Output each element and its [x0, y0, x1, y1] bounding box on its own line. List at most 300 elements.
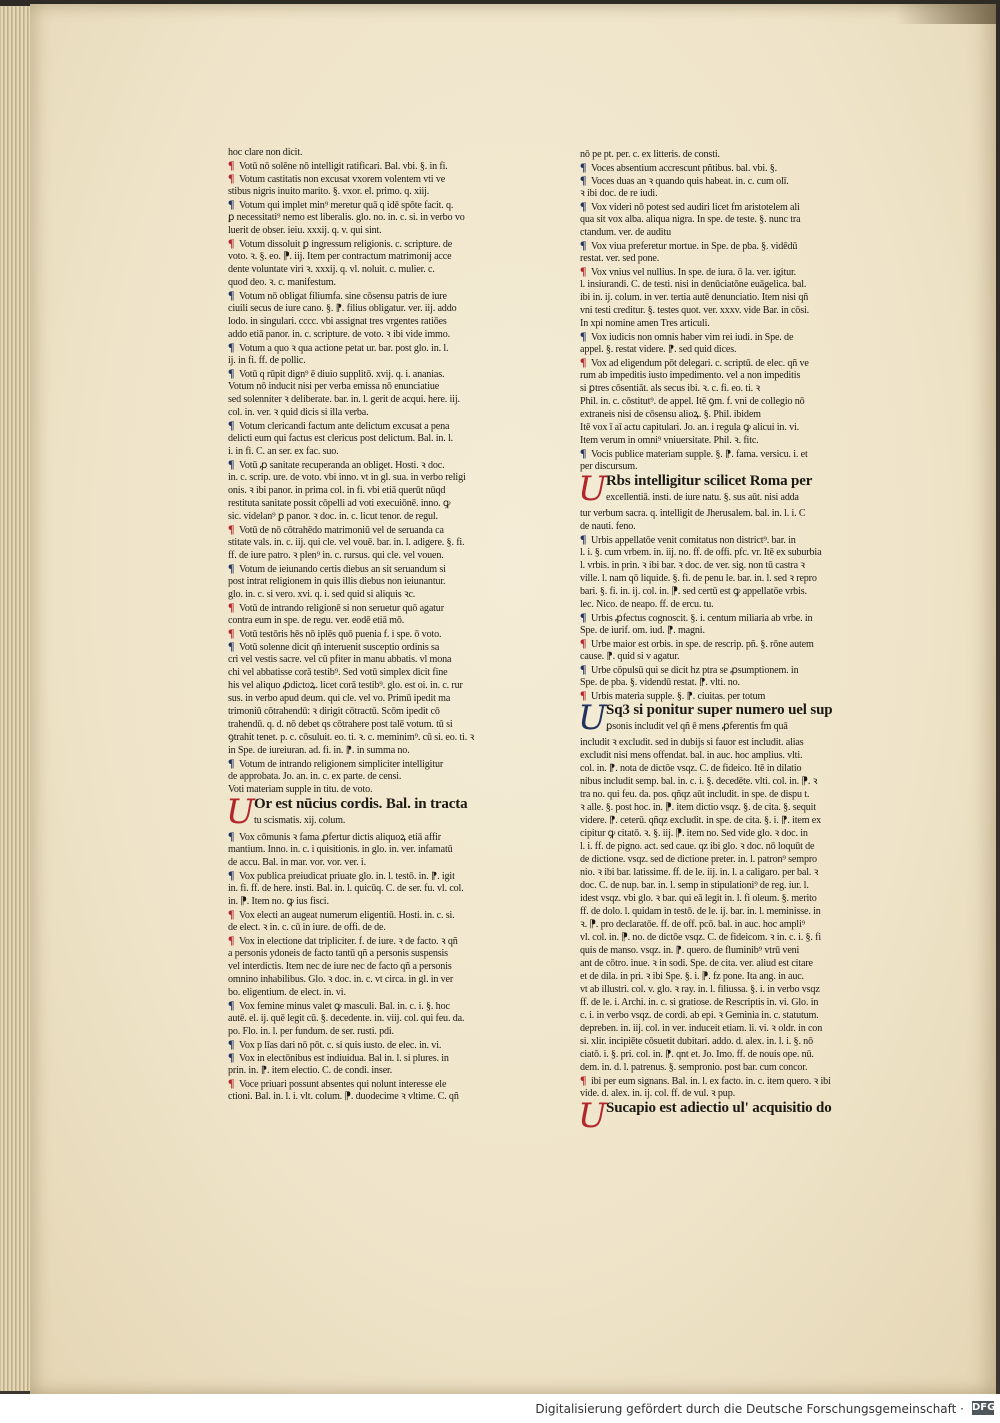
- line-text: voto. ꝛ. §. eo. ⁋. iij. Item per contractum matrimonij acce: [228, 251, 452, 262]
- text-line: [580, 650, 880, 663]
- paragraph-mark-icon: ¶: [228, 1051, 235, 1064]
- line-text: Votum dissoluit ꝑ ingressum religionis. c. scripture. de: [239, 239, 453, 250]
- paragraph-mark-icon: ¶: [228, 627, 235, 640]
- line-text: Itē vox ī aī actu capitulari. Jo. an. i regula ꝙ alicui in. vi.: [580, 422, 800, 433]
- line-text: nō pe pt. per. c. ex litteris. de consti.: [580, 149, 720, 160]
- line-text: Item verum in omni⁹ vniuersitate. Phil. ꝛ. fitc.: [580, 435, 759, 446]
- line-text: ff. de dolo. l. quidam in testō. de le. ij. bar. in. l. meminisse. in: [580, 906, 821, 917]
- line-text: autē. el. ij. quē legit cū. §. decedente. in. viij. col. qui feu. da.: [228, 1013, 465, 1024]
- line-text: nibus includit semp. bal. in. c. i. §. decedēte. vlti. col. in. ⁋. ꝛ: [580, 776, 818, 787]
- line-text: si ꝑtres cōsentiāt. als secus ibi. ꝛ. c. fi. eo. ti. ꝛ: [580, 383, 760, 394]
- paragraph-mark-icon: ¶: [580, 161, 587, 174]
- line-text: l. i. ff. de pigno. act. sed caue. qz ibi glo. ꝛ doc. nō loquūt de: [580, 841, 815, 852]
- text-line: [228, 159, 520, 172]
- text-line: [228, 744, 520, 757]
- paragraph-mark-icon: ¶: [228, 367, 235, 380]
- line-text: ꝛ alle. §. post hoc. in. ⁋. item dictio vsqz. §. de cita. §. sequit: [580, 802, 816, 813]
- text-line: [580, 304, 880, 317]
- paragraph-mark-icon: ¶: [228, 289, 235, 302]
- text-line: [580, 343, 880, 356]
- line-text: ctioni. Bal. in. l. i. vlt. colum. ⁋. duodecime ꝛ vltime. C. qñ: [228, 1091, 459, 1102]
- text-line: [580, 447, 880, 460]
- line-text: dente voluntate viri ꝛ. xxxij. q. vl. noluit. c. mulier. c.: [228, 264, 435, 275]
- line-text: Urbe cōpulsū qui se dicit hz ptra se ꝓsumptionem. in: [591, 665, 799, 676]
- line-text: Phil. in. c. cōstitut⁹. de appel. Itē ꝯm. f. vni de collegio nō: [580, 396, 805, 407]
- line-text: delicti eum qui factus est clericus post delictum. Bal. in. l.: [228, 433, 454, 444]
- text-line: [228, 549, 520, 562]
- line-text: stitate vals. in. c. iij. qui cle. vel vouē. bar. in. l. adigere. §. fi.: [228, 537, 465, 548]
- text-line: [580, 265, 880, 278]
- line-text: Vox cōmunis ꝛ fama ꝓfertur dictis aliquoꝝ etiā affir: [239, 832, 441, 843]
- line-text: extraneis nisi de cōsensu alioꝝ. §. Phil. ibidem: [580, 409, 761, 420]
- line-text: nio. ꝛ ibi bar. latissime. ff. de le. iij. in. l. a caligaro. per bal. ꝛ: [580, 867, 819, 878]
- text-line: [228, 882, 520, 895]
- line-text: Votum castitatis non excusat vxorem volentem vti ve: [239, 174, 446, 185]
- text-line: [580, 827, 880, 840]
- page-corner-shadow: [896, 4, 996, 24]
- text-line: [228, 1012, 520, 1025]
- text-line: [580, 507, 880, 520]
- text-line: [580, 1048, 880, 1061]
- text-line: [228, 653, 520, 666]
- paragraph-mark-icon: ¶: [228, 908, 235, 921]
- line-text: dem. in. d. l. patrenus. §. sempronio. post bar. cum concor.: [580, 1062, 808, 1073]
- line-text: addo etiā panor. in. c. scripture. de voto. ꝛ ibi vide immo.: [228, 329, 451, 340]
- line-text: omnino inhabilibus. Glo. ꝛ doc. in. c. vt circa. in gl. in ver: [228, 974, 454, 985]
- line-text: de dictione. vsqz. sed de dictione preter. in. l. patron⁹ sempro: [580, 854, 817, 865]
- paragraph-mark-icon: ¶: [580, 174, 587, 187]
- right-initial-block-usucapio: [578, 1096, 880, 1136]
- line-text: vel interdictis. Item nec de iure nec de facto qñ a personis: [228, 961, 452, 972]
- text-line: [228, 731, 520, 744]
- line-text: l. vrbis. in prin. ꝛ ibi bar. ꝛ doc. de ver. sig. non tū castra ꝛ: [580, 560, 805, 571]
- text-line: [580, 983, 880, 996]
- text-line: [580, 369, 880, 382]
- line-text: l. insiurandi. C. de testi. nisi in denūciatōne euāgelica. bal.: [580, 279, 807, 290]
- text-line: [580, 762, 880, 775]
- line-text: tra no. qui feu. da. pos. qñqz aūt includit. in spe. de dispu t.: [580, 789, 810, 800]
- text-line: [580, 148, 880, 161]
- paragraph-mark-icon: ¶: [228, 601, 235, 614]
- line-text: Votū testōris hēs nō iplēs quō puenia f. i spe. ō voto.: [239, 629, 442, 640]
- paragraph-mark-icon: ¶: [228, 1077, 235, 1090]
- text-line: [228, 263, 520, 276]
- text-line: [580, 291, 880, 304]
- text-line: [228, 666, 520, 679]
- line-text: Vox electi an augeat numerum eligentiū. Hosti. in. c. si.: [239, 910, 455, 921]
- text-line: [228, 1051, 520, 1064]
- red-initial: U: [578, 1096, 607, 1136]
- line-text: de accu. Bal. in mar. vor. vor. ver. i.: [228, 857, 366, 868]
- paragraph-mark-icon: ¶: [228, 341, 235, 354]
- text-line: [580, 611, 880, 624]
- line-text: cause. ⁋. quid si v agatur.: [580, 651, 680, 662]
- right-entries-b: [580, 507, 880, 702]
- line-text: ff. de le. i. Archi. in. c. si gratiose. de Rescriptis in. vi. Glo. in: [580, 997, 819, 1008]
- text-line: [580, 356, 880, 369]
- text-line: [580, 814, 880, 827]
- line-text: Votum clericandi factum ante delictum excusat a pena: [239, 421, 450, 432]
- right-initial-block-usqz: [578, 698, 880, 738]
- line-text: Vox iudicis non omnis haber vim rei iudi. in Spe. de: [591, 332, 794, 343]
- text-line: [580, 736, 880, 749]
- text-line: [580, 572, 880, 585]
- line-text: Votū nō solēne nō intelligit ratificari. Bal. vbi. §. in fi.: [239, 161, 448, 172]
- paragraph-mark-icon: ¶: [580, 239, 587, 252]
- funding-credit: Digitalisierung gefördert durch die Deutsche Forschungsgemeinschaft ·: [535, 1402, 964, 1416]
- line-text: Urbe maior est orbis. in spe. de rescrip. pñ. §. rōne autem: [591, 639, 814, 650]
- text-line: [228, 497, 520, 510]
- line-text: de elect. ꝛ in. c. cū in iure. de offi. de de.: [228, 922, 386, 933]
- line-text: excludit nisi mens offendat. bal. in auc. hoc amplius. vlti.: [580, 750, 803, 761]
- paragraph-mark-icon: ¶: [580, 1074, 587, 1087]
- line-text: per discursum.: [580, 461, 638, 472]
- line-text: in Spe. de iureiuran. ad. fi. in. ⁋. in summa no.: [228, 745, 410, 756]
- text-line: [228, 328, 520, 341]
- initial-heading: Sucapio est adiectio ul' acquisitio do: [606, 1100, 832, 1116]
- initial-subline: ꝑsonis includit vel qñ ē mens ꝓferentis fm quā: [606, 721, 788, 732]
- text-line: [580, 317, 880, 330]
- text-line: [228, 627, 520, 640]
- initial-subline: tu scismatis. xij. colum.: [254, 815, 346, 826]
- right-entries-c: [580, 736, 880, 1100]
- text-line: [228, 432, 520, 445]
- line-text: trimoniū cōtrahendū: ꝛ dirigit cōtractū. Scōm ipedit cō: [228, 706, 440, 717]
- line-text: ꝯtrahit tenet. p. c. cōsuluit. eo. ti. ꝛ. c. meminim⁹. cū si. eo. ti. ꝛ: [228, 732, 475, 743]
- text-line: [228, 692, 520, 705]
- text-line: [580, 460, 880, 473]
- line-text: vl. col. in. ⁋. no. de dictōe vsqz. C. de fideicom. ꝛ in. c. i. §. fi: [580, 932, 822, 943]
- text-line: [580, 546, 880, 559]
- paragraph-mark-icon: ¶: [228, 458, 235, 471]
- text-line: [228, 705, 520, 718]
- text-line: [228, 843, 520, 856]
- line-text: ff. de iure patro. ꝛ plen⁹ in. c. rursus. qui cle. vel vouen.: [228, 550, 444, 561]
- line-text: hoc clare non dicit.: [228, 147, 303, 158]
- line-text: in. ⁋. Item no. ꝙ ius fisci.: [228, 896, 329, 907]
- paragraph-mark-icon: ¶: [580, 663, 587, 676]
- line-text: ciuili secus de iure cano. §. ⁋. filius obligatur. ver. iij. addo: [228, 303, 457, 314]
- line-text: sic. videlan⁹ ꝑ panor. ꝛ doc. in. c. licut tenor. de regul.: [228, 511, 438, 522]
- text-line: [580, 996, 880, 1009]
- line-text: qua sit vox alba. aliqua nigra. In spe. de teste. §. nunc tra: [580, 214, 801, 225]
- line-text: sed solenniter ꝛ deliberate. bar. in. l. gerit de acqui. here. iij.: [228, 394, 460, 405]
- paragraph-mark-icon: ¶: [228, 172, 235, 185]
- line-text: in. c. scrip. ure. de voto. vbi inno. vt in gl. sua. in verbo religi: [228, 472, 466, 483]
- line-text: idest vsqz. vbi glo. ꝛ bar. qui eā legit in. l. fi oleum. §. merito: [580, 893, 817, 904]
- line-text: his vel aliquo ꝓdictoꝝ. licet corā testib⁹. glo. est oi. in. c. rur: [228, 680, 463, 691]
- line-text: Spe. de pba. §. videndū restat. ⁋. vlti. no.: [580, 677, 740, 688]
- text-line: [580, 905, 880, 918]
- text-line: [228, 198, 520, 211]
- line-text: quod deo. ꝛ. c. manifestum.: [228, 277, 336, 288]
- text-line: [580, 637, 880, 650]
- text-line: [228, 757, 520, 770]
- paragraph-mark-icon: ¶: [228, 562, 235, 575]
- paragraph-mark-icon: ¶: [228, 640, 235, 653]
- line-text: mantium. Inno. in. c. i quisitionis. in glo. in. ver. infamatū: [228, 844, 453, 855]
- text-line: [580, 663, 880, 676]
- text-line: [228, 1025, 520, 1038]
- line-text: lodo. in singulari. cccc. vbi assignat tres vrgentes ratiōes: [228, 316, 447, 327]
- line-text: stibus nigris inuito marito. §. vxor. el. primo. q. xiij.: [228, 186, 430, 197]
- line-text: prin. in. ⁋. item electio. C. de condi. inser.: [228, 1065, 393, 1076]
- line-text: po. Flo. in. l. per fundum. de ser. rusti. pdi.: [228, 1026, 394, 1037]
- text-line: [580, 1035, 880, 1048]
- text-line: [580, 520, 880, 533]
- line-text: Vox p līas dari nō pōt. c. si quis iusto. de elec. in. vi.: [239, 1040, 442, 1051]
- text-line: [580, 970, 880, 983]
- line-text: lec. Nico. de neapo. ff. de ercu. tu.: [580, 599, 714, 610]
- text-line: [580, 330, 880, 343]
- line-text: ꝛ ibi doc. de re iudi.: [580, 188, 658, 199]
- line-text: restituta sanitate possit cōpelli ad voti execuiōnē. inno. ꝙ: [228, 498, 451, 509]
- text-line: [580, 382, 880, 395]
- text-line: [228, 289, 520, 302]
- text-line: [580, 866, 880, 879]
- line-text: Voces duas an ꝛ quando quis habeat. in. c. cum olī.: [591, 176, 789, 187]
- line-text: tur verbum sacra. q. intelligit de Jherusalem. bal. in. l. i. C: [580, 508, 806, 519]
- text-line: [228, 986, 520, 999]
- text-line: [228, 1090, 520, 1103]
- line-text: vt ab illustri. col. v. glo. ꝛ ray. in. l. filiussa. §. i. in verbo vsqz: [580, 984, 820, 995]
- line-text: Votū solenne dicit qñ interuenit susceptio ordinis sa: [239, 642, 440, 653]
- text-line: [228, 999, 520, 1012]
- line-text: bari. §. fi. in. ij. col. in. ⁋. sed certū est ꝙ appellatōe vrbis.: [580, 586, 807, 597]
- text-line: [580, 1087, 880, 1100]
- line-text: de nauti. feno.: [580, 521, 636, 532]
- line-text: Votum de intrando religionem simpliciter intelligitur: [239, 759, 444, 770]
- text-line: [580, 775, 880, 788]
- line-text: l. i. §. cum vrbem. in. iij. no. ff. de offi. pfc. vr. Itē ex suburbia: [580, 547, 822, 558]
- text-line: [580, 252, 880, 265]
- dfg-logo: DFG: [972, 1402, 996, 1413]
- line-text: Urbis appellatōe venit comitatus non district⁹. bar. in: [591, 535, 796, 546]
- text-line: [228, 315, 520, 328]
- text-line: [580, 598, 880, 611]
- line-text: Vox videri nō potest sed audiri licet fm aristotelem ali: [591, 202, 800, 213]
- footer-bar: [0, 1394, 1000, 1423]
- text-line: [580, 879, 880, 892]
- line-text: glo. in. c. si vero. xvi. q. i. sed quid si aliquis ꝛc.: [228, 589, 416, 600]
- text-line: [228, 830, 520, 843]
- text-line: [228, 367, 520, 380]
- text-line: [228, 783, 520, 796]
- line-text: includit ꝛ excludit. sed in dubijs si fauor est includit. alias: [580, 737, 804, 748]
- line-text: Votum nō inducit nisi per verba emissa nō enunciatiue: [228, 381, 440, 392]
- text-line: [580, 801, 880, 814]
- text-line: [228, 614, 520, 627]
- paragraph-mark-icon: ¶: [228, 757, 235, 770]
- paragraph-mark-icon: ¶: [580, 689, 587, 702]
- line-text: cipitur ꝙ citatō. ꝛ. §. iij. ⁋. item no. Sed vide glo. ꝛ doc. in: [580, 828, 808, 839]
- text-line: [580, 395, 880, 408]
- text-line: [228, 237, 520, 250]
- text-line: [580, 1074, 880, 1087]
- paragraph-mark-icon: ¶: [580, 265, 587, 278]
- text-line: [580, 278, 880, 291]
- line-text: et de dila. in pri. ꝛ ibi Spe. §. i. ⁋. fz pone. Ita ang. in auc.: [580, 971, 804, 982]
- initial-subline: excellentiā. insti. de iure natu. §. sus aūt. nisi adda: [606, 492, 799, 503]
- line-text: rum ab impeditis iusto impedimento. vel a non impeditis: [580, 370, 801, 381]
- line-text: Voces absentium accrescunt pñtibus. bal. vbi. §.: [591, 163, 778, 174]
- line-text: quis de manso. vsqz. in. ⁋. quero. de fluminib⁹ vtrū veni: [580, 945, 800, 956]
- line-text: Voti materiam supple in titu. de voto.: [228, 784, 373, 795]
- line-text: ꝑ necessitati⁹ nemo est liberalis. glo. no. in. c. si. in verbo vo: [228, 212, 465, 223]
- line-text: trahendū. q. d. nō debet qs cōtrahere post talē votum. tū si: [228, 719, 453, 730]
- line-text: Vox ad eligendum pōt delegari. c. scriptū. de elec. qñ ve: [591, 358, 809, 369]
- text-line: [228, 575, 520, 588]
- text-line: [228, 947, 520, 960]
- text-line: [580, 161, 880, 174]
- text-line: [228, 921, 520, 934]
- text-line: [580, 213, 880, 226]
- text-line: [228, 856, 520, 869]
- line-text: Votū q rūpit dign⁹ ē diuio supplitō. xvij. q. i. ananias.: [239, 369, 445, 380]
- text-line: [228, 419, 520, 432]
- line-text: a personis ydoneis de facto tantū qñ a personis suspensis: [228, 948, 448, 959]
- line-text: vide. d. alex. in. ij. col. ff. de vul. ꝛ pup.: [580, 1088, 735, 1099]
- text-line: [228, 1064, 520, 1077]
- line-text: appel. §. restat videre. ⁋. sed quid dices.: [580, 344, 737, 355]
- initial-heading: Rbs intelligitur scilicet Roma per: [606, 473, 813, 489]
- text-line: [580, 944, 880, 957]
- line-text: Urbis ꝓfectus cognoscit. §. i. centum miliaria ab vrbe. in: [591, 613, 813, 624]
- text-line: [228, 484, 520, 497]
- line-text: In xpi nomine amen Tres articuli.: [580, 318, 710, 329]
- text-line: [228, 445, 520, 458]
- line-text: bo. eligentium. de elect. in. vi.: [228, 987, 346, 998]
- text-line: [580, 421, 880, 434]
- text-line: [228, 250, 520, 263]
- text-line: [580, 840, 880, 853]
- text-line: [228, 770, 520, 783]
- text-line: [228, 341, 520, 354]
- line-text: Vox vnius vel nullius. In spe. de iura. ō la. ver. igitur.: [591, 267, 797, 278]
- line-text: Votū de intrando religionē si non seruetur quō agatur: [239, 603, 444, 614]
- text-line: [228, 536, 520, 549]
- line-text: Urbis materia supple. §. ⁋. ciuitas. per totum: [591, 691, 766, 702]
- line-text: Votum qui implet min⁹ meretur quā q idē spōte facit. q.: [239, 200, 454, 211]
- line-text: restat. ver. sed pone.: [580, 253, 660, 264]
- line-text: Spe. de iurif. om. iud. ⁋. magni.: [580, 625, 705, 636]
- initial-heading: Or est nūcius cordis. Bal. in tracta: [254, 796, 468, 812]
- text-line: [580, 1009, 880, 1022]
- right-text-column: [580, 148, 880, 1134]
- line-text: Vox viua preferetur mortue. in Spe. de pba. §. vidēdū: [591, 241, 798, 252]
- paragraph-mark-icon: ¶: [228, 1038, 235, 1051]
- text-line: [580, 1022, 880, 1035]
- text-line: [228, 960, 520, 973]
- text-line: [228, 601, 520, 614]
- line-text: cri vel vestis sacre. vel cū pfiter in manu abbatis. vl mona: [228, 654, 452, 665]
- line-text: Voce priuari possunt absentes qui nolunt interesse ele: [239, 1079, 447, 1090]
- line-text: chi vel abbatisse corā testib⁹. Sed votū simplex dicit fine: [228, 667, 448, 678]
- text-line: [228, 380, 520, 393]
- line-text: Votū ꝓ sanitate recuperanda an obliget. Hosti. ꝛ doc.: [239, 460, 445, 471]
- line-text: si. xlir. incipiēte cōsuetit dubitari. addo. d. alex. in. l. i. §. nō: [580, 1036, 813, 1047]
- text-line: [580, 239, 880, 252]
- text-line: [580, 559, 880, 572]
- text-line: [228, 211, 520, 224]
- paragraph-mark-icon: ¶: [228, 419, 235, 432]
- text-line: [228, 908, 520, 921]
- text-line: [228, 471, 520, 484]
- text-line: [580, 187, 880, 200]
- text-line: [228, 973, 520, 986]
- text-line: [580, 931, 880, 944]
- paragraph-mark-icon: ¶: [228, 869, 235, 882]
- paragraph-mark-icon: ¶: [580, 637, 587, 650]
- red-initial: U: [578, 469, 607, 509]
- text-line: [580, 434, 880, 447]
- text-line: [580, 408, 880, 421]
- line-text: i. in fi. C. an ser. ex fac. suo.: [228, 446, 339, 457]
- text-line: [228, 185, 520, 198]
- text-line: [580, 892, 880, 905]
- text-line: [228, 510, 520, 523]
- line-text: Vox in electōnibus est indiuidua. Bal in. l. si plures. in: [239, 1053, 449, 1064]
- line-text: vni testi creditur. §. testes quot. ver. xxxv. vide Bar. in cōsi.: [580, 305, 810, 316]
- text-line: [228, 640, 520, 653]
- left-entries-a: [228, 146, 520, 796]
- paragraph-mark-icon: ¶: [228, 237, 235, 250]
- initial-heading: Sq3 si ponitur super numero uel sup: [606, 702, 833, 718]
- line-text: depreben. in. iij. col. in ver. induceit etiam. li. vi. ꝛ oldr. in con: [580, 1023, 823, 1034]
- text-line: [228, 718, 520, 731]
- text-line: [228, 406, 520, 419]
- text-line: [228, 562, 520, 575]
- text-line: [580, 585, 880, 598]
- text-line: [228, 146, 520, 159]
- text-line: [228, 354, 520, 367]
- text-line: [228, 869, 520, 882]
- text-line: [580, 689, 880, 702]
- left-entries-b: [228, 830, 520, 1103]
- line-text: onis. ꝛ ibi panor. in prima col. in fi. vbi etiā querūt nūqd: [228, 485, 446, 496]
- line-text: col. in. ⁋. nota de dictōe vsqz. C. de fideico. Itē in dilatio: [580, 763, 802, 774]
- text-line: [228, 458, 520, 471]
- text-line: [228, 393, 520, 406]
- text-line: [228, 1038, 520, 1051]
- paragraph-mark-icon: ¶: [228, 159, 235, 172]
- text-line: [228, 679, 520, 692]
- line-text: contra eum in spe. de regu. ver. eodē etiā mō.: [228, 615, 405, 626]
- left-text-column: [228, 146, 520, 1103]
- text-line: [228, 302, 520, 315]
- line-text: c. i. in verbo vsqz. de cordi. ab epi. ꝛ Geminia in. c. statutum.: [580, 1010, 819, 1021]
- line-text: Votū de nō cōtrahēdo matrimoniū vel de seruanda ca: [239, 525, 444, 536]
- book-fore-edge: [0, 6, 33, 1391]
- paragraph-mark-icon: ¶: [580, 330, 587, 343]
- line-text: col. in. ver. ꝛ quid dicis si illa verba.: [228, 407, 369, 418]
- text-line: [580, 1061, 880, 1074]
- text-line: [228, 1077, 520, 1090]
- text-line: [580, 174, 880, 187]
- line-text: sus. in verbo apud deum. qui cle. vel vo. Primū ipedit ma: [228, 693, 451, 704]
- text-line: [580, 957, 880, 970]
- right-entries-a: [580, 148, 880, 473]
- line-text: ibi per eum signans. Bal. in. l. ex facto. in. c. item quero. ꝛ ibi: [591, 1076, 831, 1087]
- line-text: ij. in fi. ff. de pollic.: [228, 355, 306, 366]
- text-line: [580, 918, 880, 931]
- text-line: [228, 172, 520, 185]
- line-text: Vox femine minus valet ꝙ masculi. Bal. in. c. i. §. hoc: [239, 1001, 450, 1012]
- text-line: [228, 895, 520, 908]
- line-text: videre. ⁋. ceterū. qñqz excludit. in spe. de cita. §. i. ⁋. item ex: [580, 815, 822, 826]
- text-line: [228, 588, 520, 601]
- line-text: ibi in. ij. colum. in ver. tertia autē denunciatio. Item nisi qñ: [580, 292, 809, 303]
